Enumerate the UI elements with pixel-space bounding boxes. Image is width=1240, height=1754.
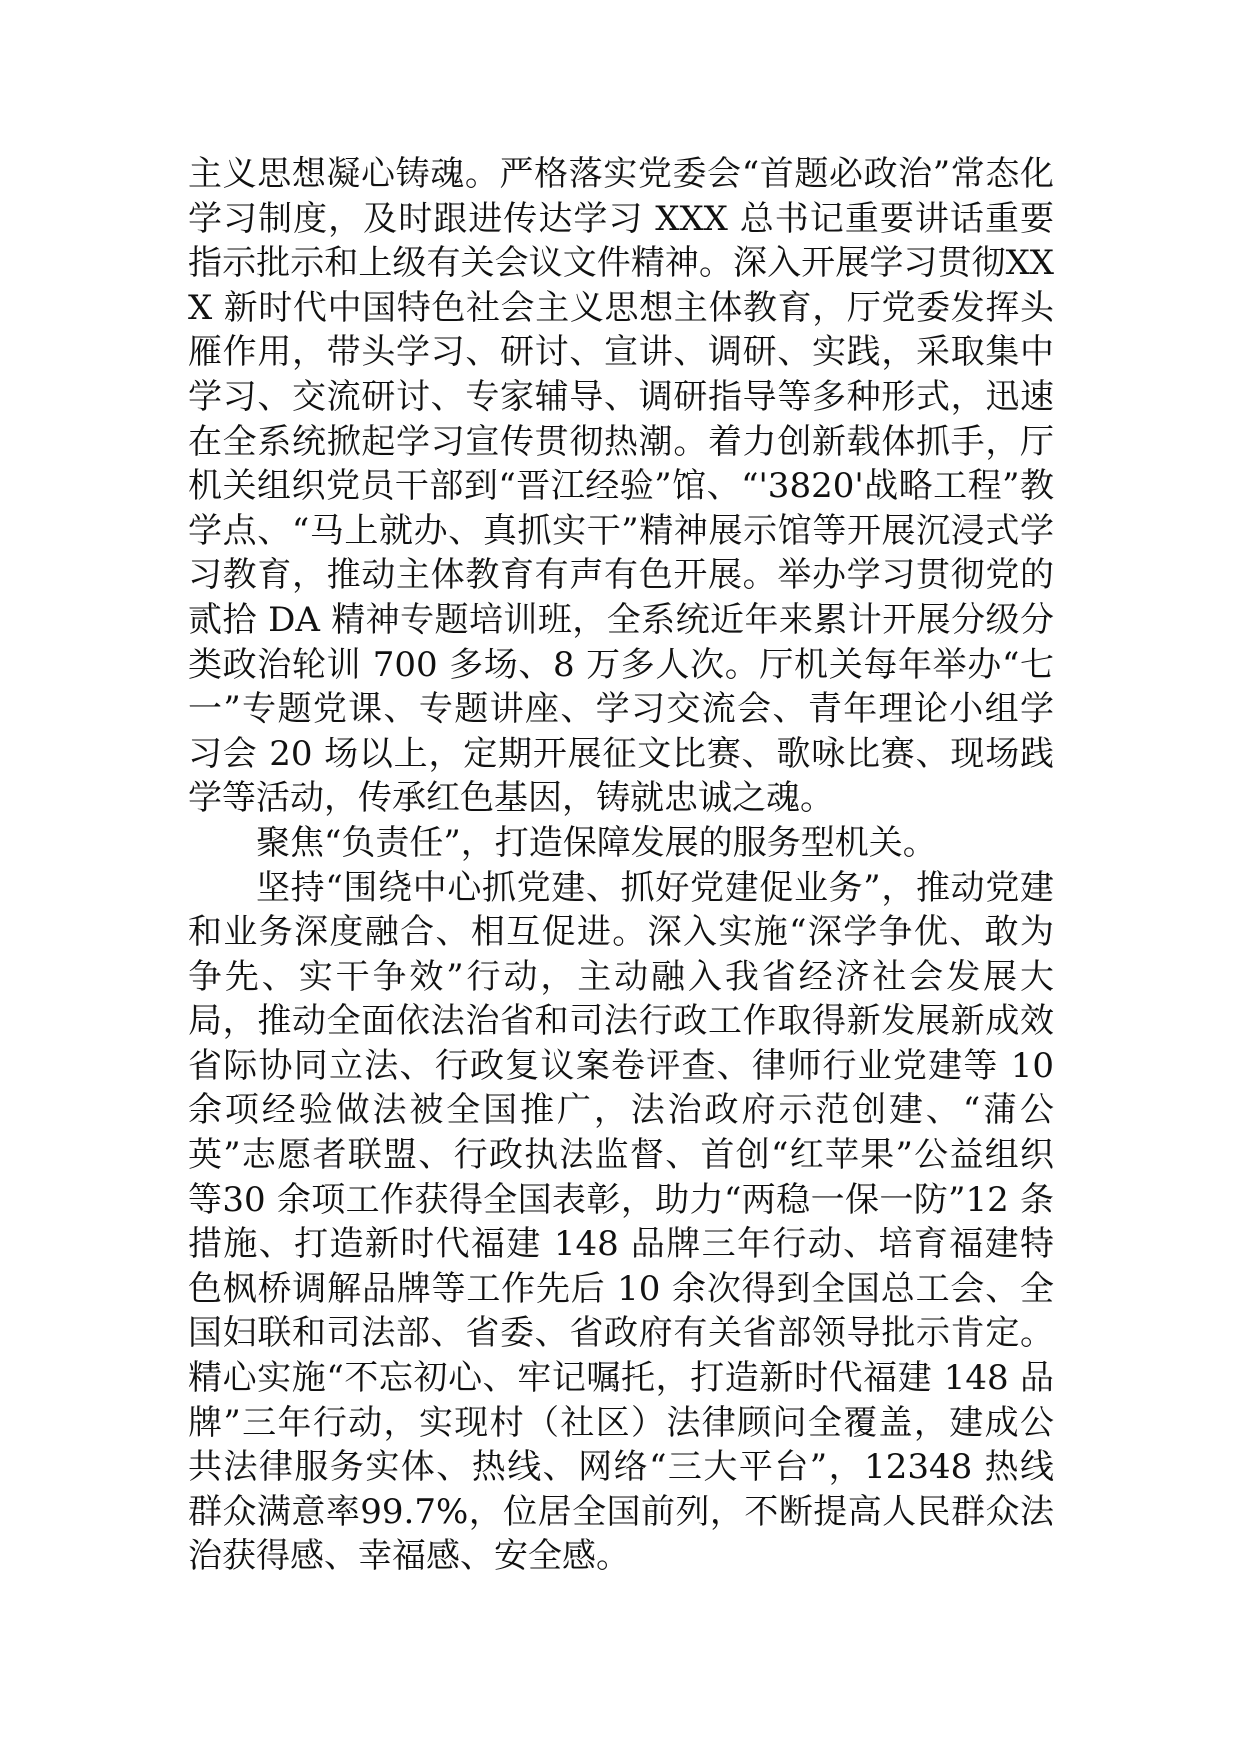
paragraph: 坚持“围绕中心抓党建、抓好党建促业务”，推动党建和业务深度融合、相互促进。深入实施“深学争优、敢为争先、实干争效”行动，主动融入我省经济社会发展大局，推动全面依法治省和司法行政工作取得新发展新成效省际协同立法、行政复议案卷评查、律师行业党建等 10 余项经验做法被全国推广，法治政府示范创建、“蒲公英”志愿者联盟、行政执法监督、首创“红苹果”公益组织等30 余项工作获得全国表彰，助力“两稳一保一防”12 条措施、打造新时代福建 148 品牌三年行动、培育福建特色枫桥调解品牌等工作先后 10 余次得到全国总工会、全国妇联和司法部、省委、省政府有关省部领导批示肯定。精心实施“不忘初心、牢记嘱托，打造新时代福建 148 品牌”三年行动，实现村（社区）法律顾问全覆盖，建成公共法律服务实体、热线、网络“三大平台”，12348 热线群众满意率99.7%，位居全国前列，不断提高人民群众法治获得感、幸福感、安全感。 (188, 867, 1054, 1577)
paragraph-continued: 主义思想凝心铸魂。严格落实党委会“首题必政治”常态化学习制度，及时跟进传达学习 XXX 总书记重要讲话重要指示批示和上级有关会议文件精神。深入开展学习贯彻XXX 新时代中国特色社会主义思想主体教育，厅党委发挥头雁作用，带头学习、研讨、宣讲、调研、实践，采取集中学习、交流研讨、专家辅导、调研指导等多种形式，迅速在全系统掀起学习宣传贯彻热潮。着力创新载体抓手，厅机关组织党员干部到“晋江经验”馆、“'3820'战略工程”教学点、“马上就办、真抓实干”精神展示馆等开展沉浸式学习教育，推动主体教育有声有色开展。举办学习贯彻党的贰拾 DA 精神专题培训班，全系统近年来累计开展分级分类政治轮训 700 多场、8 万多人次。厅机关每年举办“七一”专题党课、专题讲座、学习交流会、青年理论小组学习会 20 场以上，定期开展征文比赛、歌咏比赛、现场践学等活动，传承红色基因，铸就忠诚之魂。 (188, 154, 1054, 819)
section-heading: 聚焦“负责任”，打造保障发展的服务型机关。 (256, 822, 937, 863)
document-body (188, 152, 1054, 1579)
